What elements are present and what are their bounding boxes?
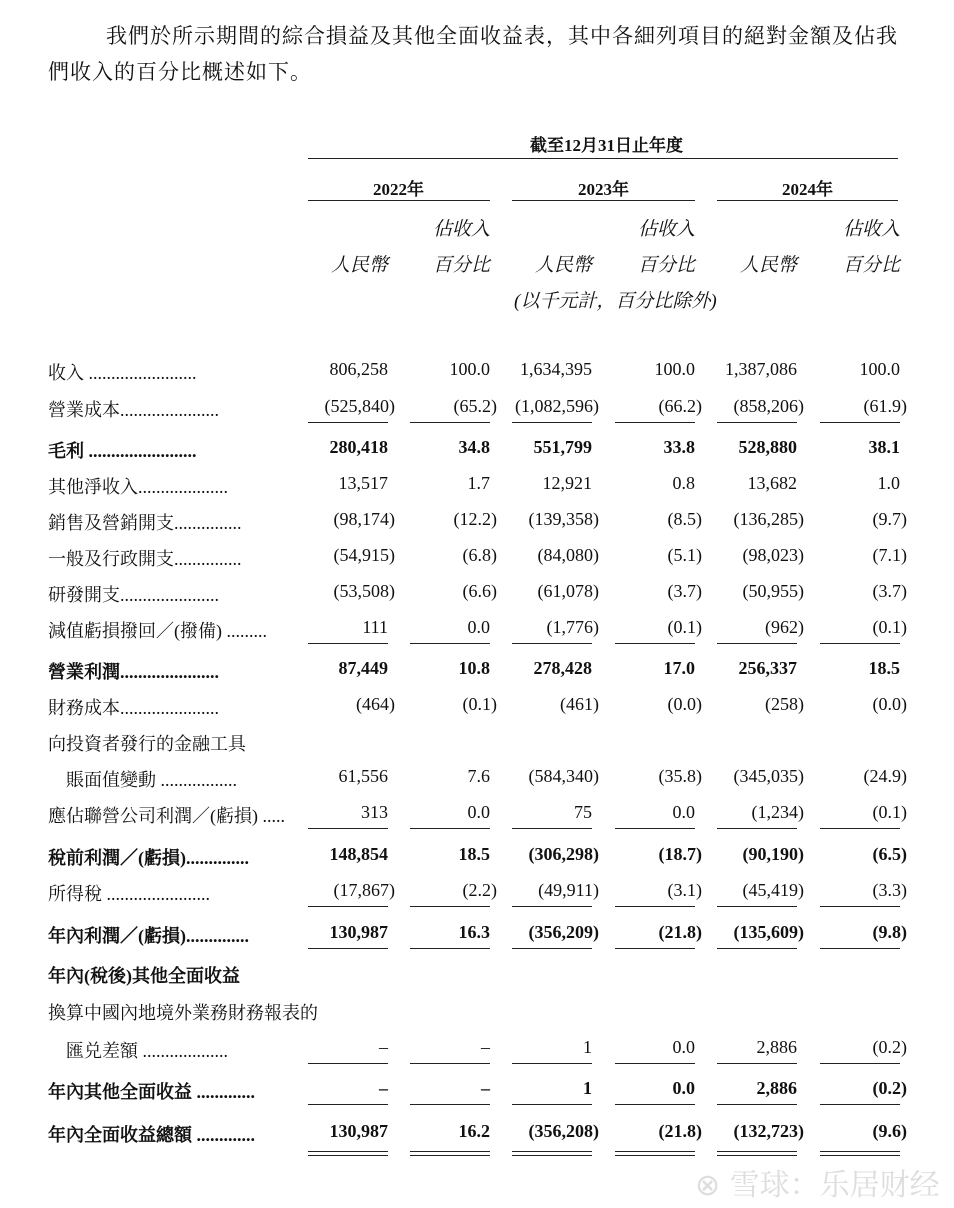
table-cell: (356,208) [528, 1121, 599, 1141]
table-cell: 256,337 [738, 658, 797, 678]
underline [615, 906, 695, 907]
table-cell: 12,921 [542, 473, 592, 493]
table-cell: (9.7) [872, 509, 907, 529]
row-label: 財務成本...................... [48, 698, 219, 718]
table-cell: 1.0 [877, 473, 900, 493]
table-cell: 7.6 [467, 766, 490, 786]
table-cell: (6.5) [872, 844, 907, 864]
table-cell: (356,209) [528, 922, 599, 942]
table-cell: (7.1) [872, 545, 907, 565]
table-cell: – [481, 1078, 490, 1098]
underline [410, 1104, 490, 1105]
column-header-col-top: 佔收入 [432, 219, 490, 240]
double-underline [717, 1151, 797, 1152]
row-label: 換算中國內地境外業務財務報表的 [48, 1003, 318, 1023]
table-cell: 2,886 [756, 1078, 797, 1098]
table-cell: 75 [574, 802, 592, 822]
table-cell: (258) [765, 694, 804, 714]
underline [308, 1104, 388, 1105]
table-cell: (65.2) [453, 396, 497, 416]
row-label: 營業利潤...................... [48, 662, 219, 682]
unit-note: (以千元計，百分比除外) [514, 291, 717, 312]
underline [717, 643, 797, 644]
underline [512, 643, 592, 644]
table-cell: (3.1) [667, 880, 702, 900]
table-cell: 16.3 [458, 922, 490, 942]
double-underline [308, 1155, 388, 1156]
table-cell: (461) [560, 694, 599, 714]
double-underline [410, 1155, 490, 1156]
underline [615, 1063, 695, 1064]
column-header-col-bottom: 百分比 [842, 255, 900, 276]
table-cell: (136,285) [733, 509, 804, 529]
column-header-col-top: 佔收入 [842, 219, 900, 240]
column-header-col-bottom: 人民幣 [534, 255, 592, 276]
table-cell: – [379, 1037, 388, 1057]
row-label: 向投資者發行的金融工具 [48, 734, 246, 754]
row-label: 銷售及營銷開支............... [48, 513, 242, 533]
table-cell: (90,190) [742, 844, 804, 864]
table-cell: 100.0 [654, 359, 695, 379]
table-cell: (0.2) [872, 1037, 907, 1057]
row-label: 稅前利潤／(虧損).............. [48, 848, 249, 868]
table-cell: 2,886 [756, 1037, 797, 1057]
underline [512, 948, 592, 949]
table-cell: 13,517 [338, 473, 388, 493]
table-cell: 551,799 [533, 437, 592, 457]
year-2024: 2024年 [782, 180, 833, 199]
table-cell: (6.6) [462, 581, 497, 601]
table-cell: 17.0 [663, 658, 695, 678]
table-cell: (306,298) [528, 844, 599, 864]
underline [308, 906, 388, 907]
table-cell: (1,082,596) [515, 396, 599, 416]
table-cell: (2.2) [462, 880, 497, 900]
double-underline [512, 1155, 592, 1156]
column-header-col-bottom: 百分比 [637, 255, 695, 276]
table-cell: (464) [356, 694, 395, 714]
table-cell: 0.0 [467, 802, 490, 822]
table-cell: 111 [362, 617, 388, 637]
column-header-col-top: 佔收入 [637, 219, 695, 240]
table-cell: (21.8) [658, 922, 702, 942]
table-cell: (54,915) [333, 545, 395, 565]
underline [615, 643, 695, 644]
underline [820, 828, 900, 829]
table-cell: 0.0 [467, 617, 490, 637]
underline [717, 948, 797, 949]
row-label: 減值虧損撥回／(撥備) ......... [48, 621, 267, 641]
table-cell: (5.1) [667, 545, 702, 565]
underline [615, 828, 695, 829]
year-2022: 2022年 [373, 180, 424, 199]
table-cell: 34.8 [458, 437, 490, 457]
table-cell: 313 [361, 802, 388, 822]
underline [717, 828, 797, 829]
double-underline [820, 1151, 900, 1152]
table-cell: (18.7) [658, 844, 702, 864]
table-cell: 33.8 [663, 437, 695, 457]
underline [717, 906, 797, 907]
underline [410, 1063, 490, 1064]
row-label: 年內其他全面收益 ............. [48, 1082, 255, 1102]
double-underline [820, 1155, 900, 1156]
double-underline [410, 1151, 490, 1152]
table-cell: (50,955) [742, 581, 804, 601]
table-cell: (9.8) [872, 922, 907, 942]
double-underline [717, 1155, 797, 1156]
table-cell: (61.9) [863, 396, 907, 416]
table-cell: (584,340) [528, 766, 599, 786]
underline [308, 828, 388, 829]
table-cell: (525,840) [324, 396, 395, 416]
table-cell: (3.7) [872, 581, 907, 601]
underline [512, 906, 592, 907]
underline [820, 1063, 900, 1064]
table-cell: (8.5) [667, 509, 702, 529]
underline [615, 948, 695, 949]
table-cell: 130,987 [329, 1121, 388, 1141]
table-cell: 16.2 [458, 1121, 490, 1141]
underline [410, 828, 490, 829]
row-label: 營業成本...................... [48, 400, 219, 420]
year-rule [308, 200, 490, 201]
table-cell: 280,418 [329, 437, 388, 457]
table-cell: 100.0 [449, 359, 490, 379]
underline [717, 422, 797, 423]
table-cell: 0.0 [672, 1037, 695, 1057]
underline [820, 422, 900, 423]
table-cell: – [379, 1078, 388, 1098]
year-2023: 2023年 [578, 180, 629, 199]
table-cell: (858,206) [733, 396, 804, 416]
table-cell: 148,854 [329, 844, 388, 864]
column-header-col-bottom: 人民幣 [739, 255, 797, 276]
table-cell: 806,258 [329, 359, 388, 379]
row-label: 年內利潤／(虧損).............. [48, 926, 249, 946]
table-cell: 61,556 [338, 766, 388, 786]
row-label: 一般及行政開支............... [48, 549, 242, 569]
double-underline [615, 1151, 695, 1152]
table-cell: – [481, 1037, 490, 1057]
table-cell: (3.3) [872, 880, 907, 900]
underline [717, 1063, 797, 1064]
column-header-col-bottom: 百分比 [432, 255, 490, 276]
table-cell: 0.0 [672, 802, 695, 822]
table-cell: (1,234) [751, 802, 804, 822]
underline [308, 643, 388, 644]
table-cell: 1,387,086 [725, 359, 797, 379]
table-cell: (84,080) [537, 545, 599, 565]
table-cell: (0.1) [872, 617, 907, 637]
underline [820, 948, 900, 949]
underline [410, 948, 490, 949]
table-cell: 18.5 [868, 658, 900, 678]
table-cell: 13,682 [747, 473, 797, 493]
table-cell: (21.8) [658, 1121, 702, 1141]
underline [615, 1104, 695, 1105]
row-label: 賬面值變動 ................. [48, 770, 237, 790]
underline [512, 828, 592, 829]
underline [512, 1063, 592, 1064]
underline [308, 948, 388, 949]
underline [820, 643, 900, 644]
table-cell: (1,776) [546, 617, 599, 637]
double-underline [512, 1151, 592, 1152]
underline [717, 1104, 797, 1105]
table-cell: (12.2) [453, 509, 497, 529]
table-cell: (98,023) [742, 545, 804, 565]
row-label: 所得稅 ....................... [48, 884, 210, 904]
row-label: 年內(稅後)其他全面收益 [48, 966, 240, 986]
row-label: 年內全面收益總額 ............. [48, 1125, 255, 1145]
year-rule [717, 200, 898, 201]
table-cell: 100.0 [859, 359, 900, 379]
table-cell: 1.7 [467, 473, 490, 493]
table-cell: (3.7) [667, 581, 702, 601]
table-cell: 87,449 [338, 658, 388, 678]
underline [410, 643, 490, 644]
row-label: 其他淨收入.................... [48, 477, 228, 497]
row-label: 匯兑差額 ................... [48, 1041, 228, 1061]
row-label: 研發開支...................... [48, 585, 219, 605]
table-cell: (0.0) [667, 694, 702, 714]
row-label: 應佔聯營公司利潤／(虧損) ..... [48, 806, 285, 826]
underline [308, 422, 388, 423]
table-cell: 18.5 [458, 844, 490, 864]
table-cell: (135,609) [733, 922, 804, 942]
table-cell: (53,508) [333, 581, 395, 601]
table-cell: (0.1) [667, 617, 702, 637]
table-cell: 0.8 [672, 473, 695, 493]
table-cell: 1 [583, 1078, 592, 1098]
table-cell: 278,428 [533, 658, 592, 678]
table-cell: (49,911) [538, 880, 599, 900]
underline [615, 422, 695, 423]
table-cell: 0.0 [672, 1078, 695, 1098]
table-cell: (0.0) [872, 694, 907, 714]
table-cell: (66.2) [658, 396, 702, 416]
table-cell: (24.9) [863, 766, 907, 786]
table-cell: (0.2) [872, 1078, 907, 1098]
table-cell: 10.8 [458, 658, 490, 678]
column-header-col-bottom: 人民幣 [330, 255, 388, 276]
table-cell: 528,880 [738, 437, 797, 457]
period-header: 截至12月31日止年度 [530, 136, 683, 155]
watermark: ⊗ 雪球：乐居财经 [695, 1168, 940, 1203]
table-cell: (0.1) [462, 694, 497, 714]
intro-paragraph: 我們於所示期間的綜合損益及其他全面收益表，其中各細列項目的絕對金額及佔我們收入的百分比概述如下。 [48, 24, 898, 84]
table-cell: (0.1) [872, 802, 907, 822]
table-cell: (962) [765, 617, 804, 637]
underline [308, 1063, 388, 1064]
underline [820, 906, 900, 907]
watermark-text: 雪球：乐居财经 [729, 1168, 940, 1203]
table-cell: (6.8) [462, 545, 497, 565]
table-cell: 1,634,395 [520, 359, 592, 379]
year-rule [512, 200, 695, 201]
underline [512, 422, 592, 423]
table-cell: (132,723) [733, 1121, 804, 1141]
header-rule [308, 158, 898, 159]
table-cell: (61,078) [537, 581, 599, 601]
table-cell: (98,174) [333, 509, 395, 529]
row-label: 毛利 ........................ [48, 441, 197, 461]
table-cell: 130,987 [329, 922, 388, 942]
table-cell: (45,419) [742, 880, 804, 900]
row-label: 收入 ........................ [48, 363, 197, 383]
double-underline [308, 1151, 388, 1152]
table-cell: (35.8) [658, 766, 702, 786]
table-cell: (17,867) [333, 880, 395, 900]
table-cell: (9.6) [872, 1121, 907, 1141]
underline [512, 1104, 592, 1105]
underline [820, 1104, 900, 1105]
underline [410, 422, 490, 423]
double-underline [615, 1155, 695, 1156]
table-cell: 38.1 [868, 437, 900, 457]
underline [410, 906, 490, 907]
table-cell: (345,035) [733, 766, 804, 786]
table-cell: (139,358) [528, 509, 599, 529]
table-cell: 1 [583, 1037, 592, 1057]
